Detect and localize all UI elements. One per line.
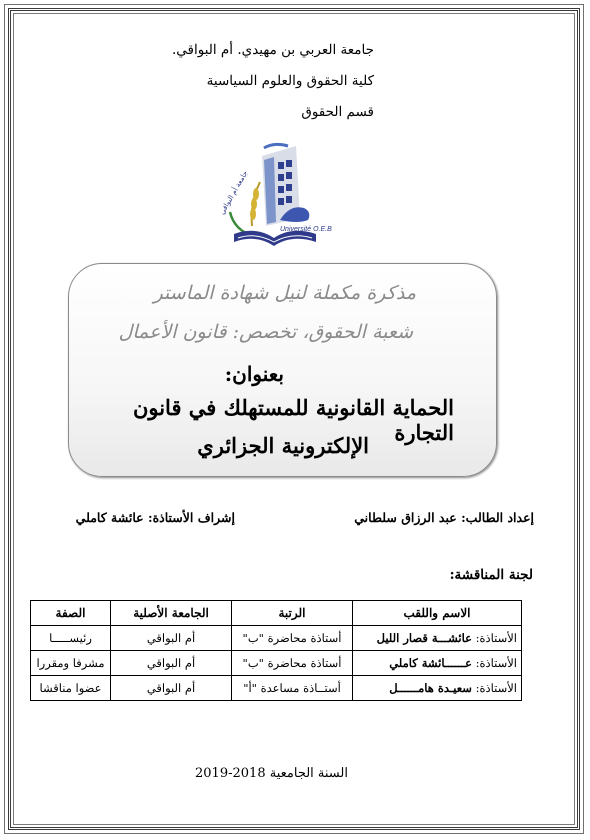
department-name: قسم الحقوق [301,104,374,120]
university-header [172,35,374,128]
thesis-title-banner [68,263,497,477]
jury-rank: أستاذة محاضرة "ب" [232,651,353,676]
jury-name-cell [353,676,522,701]
jury-row [31,651,522,676]
header-role: الصفة [31,601,111,626]
jury-prefix: الأستاذة: [471,631,517,645]
committee-label: لجنة المناقشة: [449,567,533,583]
jury-row [31,676,522,701]
faculty-name: كلية الحقوق والعلوم السياسية [206,73,374,89]
header-rank: الرتبة [232,601,353,626]
jury-rank: أستــاذة مساعدة "أ" [232,676,353,701]
thesis-title-line1: الحماية القانونية للمستهلك في قانون التجارة [132,395,454,445]
header-university: الجامعة الأصلية [111,601,232,626]
jury-prefix: الأستاذة: [471,656,517,670]
jury-name-cell [353,651,522,676]
jury-university: أم البواقي [111,626,232,651]
university-logo [216,142,334,252]
student-line: إعداد الطالب: عبد الرزاق سلطاني [354,510,534,525]
supervisor-line: إشراف الأستاذة: عائشة كاملي [75,510,235,525]
logo-latin-text: Université O.E.B [280,226,332,233]
jury-rank: أستاذة محاضرة "ب" [232,626,353,651]
thesis-title-line2: الإلكترونية الجزائري [197,433,369,458]
title-label: بعنوان: [224,362,284,386]
jury-name: عــــــائشة كاملي [389,656,472,670]
jury-role: رئيســـــا [31,626,111,651]
header-name: الاسم واللقب [353,601,522,626]
jury-name: عائشـــة قصار الليل [376,631,472,645]
specialty-subtitle: شعبة الحقوق، تخصص: قانون الأعمال [118,321,413,343]
jury-name: سعيـدة هامــــــل [389,681,472,695]
academic-year: السنة الجامعية 2018-2019 [195,766,348,781]
jury-table [30,600,522,701]
jury-role: عضوا مناقشا [31,676,111,701]
jury-role: مشرفا ومقررا [31,651,111,676]
logo-arabic-text: جامعة أم البواقي [218,169,250,216]
degree-subtitle: مذكرة مكملة لنيل شهادة الماستر [153,282,416,304]
jury-university: أم البواقي [111,651,232,676]
university-name: جامعة العربي بن مهيدي. أم البواقي. [171,42,374,58]
jury-name-cell [353,626,522,651]
jury-row [31,626,522,651]
jury-university: أم البواقي [111,676,232,701]
jury-header-row [31,601,522,626]
jury-prefix: الأستاذة: [471,681,517,695]
